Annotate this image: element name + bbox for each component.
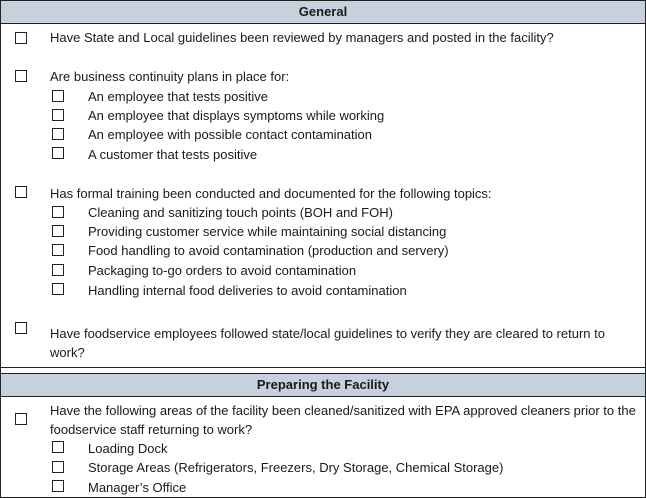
section-divider xyxy=(1,367,645,372)
sub-item-text: Packaging to-go orders to avoid contamination xyxy=(88,263,357,278)
question-text: Have State and Local guidelines been reviewed by managers and posted in the facility? xyxy=(50,30,554,45)
question-checkbox[interactable] xyxy=(15,70,27,82)
sub-item-checkbox[interactable] xyxy=(52,206,64,218)
sub-item-text: Manager’s Office xyxy=(88,480,187,495)
sub-item-text: An employee that displays symptoms while working xyxy=(88,108,385,123)
sub-item-checkbox[interactable] xyxy=(52,225,64,237)
sub-item-checkbox[interactable] xyxy=(52,147,64,159)
question-checkbox[interactable] xyxy=(15,32,27,44)
question-text: Has formal training been conducted and documented for the following topics: xyxy=(50,186,492,201)
sub-item-text: Storage Areas (Refrigerators, Freezers, Dry Storage, Chemical Storage) xyxy=(88,460,504,475)
question-text: Have the following areas of the facility been cleaned/sanitized with EPA approved cleaners prior to the foodservice staff returning to work? xyxy=(50,403,636,437)
sub-item-text: Food handling to avoid contamination (production and servery) xyxy=(88,243,449,258)
question-text: Are business continuity plans in place for: xyxy=(50,69,290,84)
sub-item-text: Handling internal food deliveries to avoid contamination xyxy=(88,283,407,298)
sub-item-checkbox[interactable] xyxy=(52,461,64,473)
sub-item-checkbox[interactable] xyxy=(52,244,64,256)
sub-item-text: Providing customer service while maintaining social distancing xyxy=(88,224,447,239)
question-checkbox[interactable] xyxy=(15,413,27,425)
sub-item-checkbox[interactable] xyxy=(52,90,64,102)
sub-item-text: An employee that tests positive xyxy=(88,89,268,104)
sub-item-checkbox[interactable] xyxy=(52,480,64,492)
sub-item-checkbox[interactable] xyxy=(52,441,64,453)
question-checkbox[interactable] xyxy=(15,322,27,334)
sub-item-checkbox[interactable] xyxy=(52,283,64,295)
section-header-general: General xyxy=(1,0,645,24)
sub-item-checkbox[interactable] xyxy=(52,264,64,276)
sub-item-text: Cleaning and sanitizing touch points (BOH and FOH) xyxy=(88,205,393,220)
question-checkbox[interactable] xyxy=(15,186,27,198)
sub-item-text: A customer that tests positive xyxy=(88,147,258,162)
question-text: Have foodservice employees followed state/local guidelines to verify they are cleared to return to work? xyxy=(50,326,605,360)
sub-item-text: An employee with possible contact contamination xyxy=(88,127,372,142)
section-header-preparing-facility: Preparing the Facility xyxy=(1,373,645,397)
sub-item-text: Loading Dock xyxy=(88,441,168,456)
sub-item-checkbox[interactable] xyxy=(52,109,64,121)
sub-item-checkbox[interactable] xyxy=(52,128,64,140)
